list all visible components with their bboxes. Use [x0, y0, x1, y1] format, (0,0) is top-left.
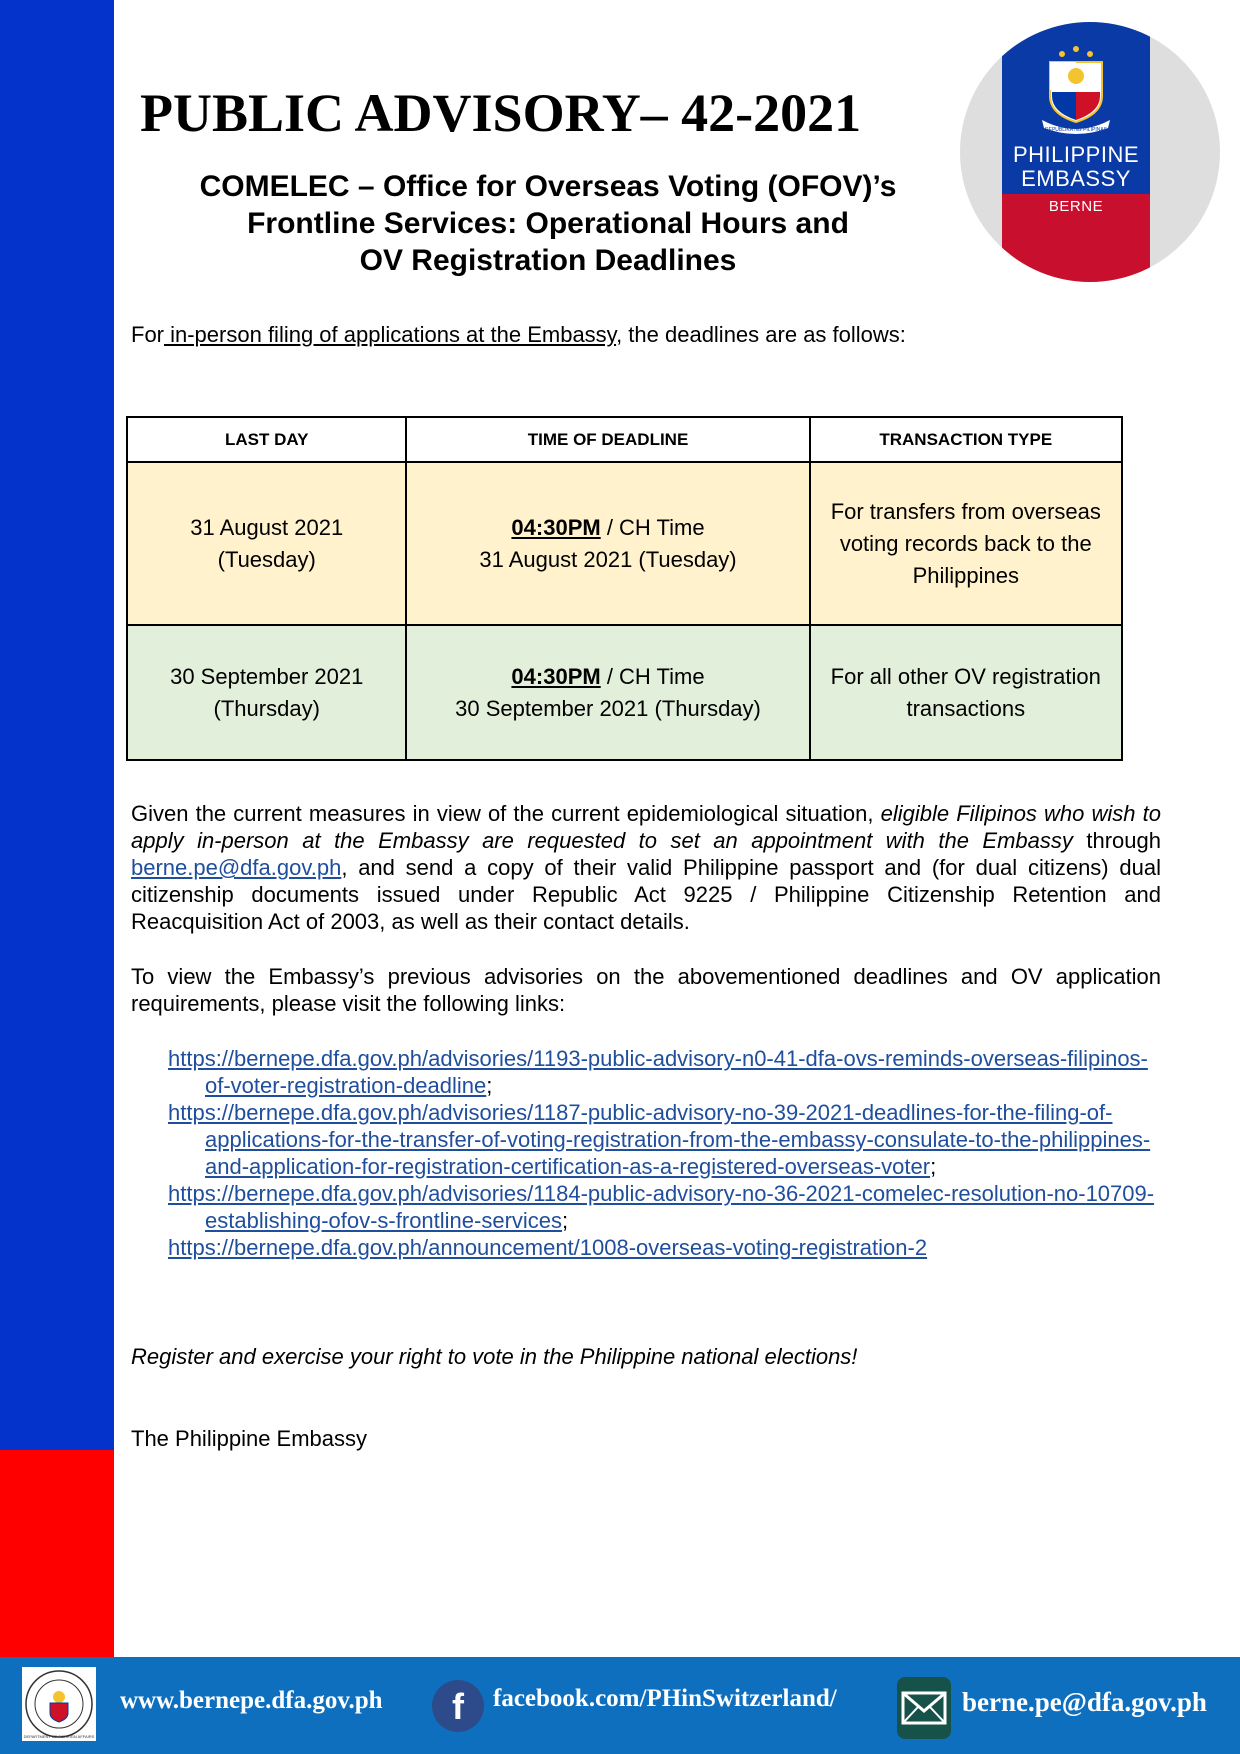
table-row: [127, 462, 1122, 625]
table-header-row: [127, 417, 1122, 462]
cell-last-day: 31 August 2021 (Tuesday): [127, 462, 406, 625]
advisory-links-list: [168, 1045, 1168, 1261]
advisory-link[interactable]: https://bernepe.dfa.gov.ph/advisories/1193-public-advisory-n0-41-dfa-ovs-reminds-overseas-filipinos-of-voter-registration-deadline: [168, 1046, 1148, 1098]
header-time-of-deadline: TIME OF DEADLINE: [406, 417, 809, 462]
list-item: https://bernepe.dfa.gov.ph/advisories/1184-public-advisory-no-36-2021-comelec-resolution-no-10709-establishing-ofov-s-frontline-services;: [168, 1181, 1155, 1233]
side-stripe-blue: [0, 0, 114, 1450]
deadlines-table: [126, 416, 1123, 761]
embassy-logo: [960, 22, 1220, 282]
links-intro-paragraph: To view the Embassy’s previous advisories on the abovementioned deadlines and OV application requirements, please visit the following links:: [131, 964, 1161, 1016]
side-stripe-red: [0, 1450, 114, 1657]
advisory-link[interactable]: https://bernepe.dfa.gov.ph/announcement/1008-overseas-voting-registration-2: [168, 1235, 928, 1260]
list-item: https://bernepe.dfa.gov.ph/advisories/1193-public-advisory-n0-41-dfa-ovs-reminds-overseas-filipinos-of-voter-registration-deadline;: [168, 1046, 1148, 1098]
footer-facebook[interactable]: facebook.com/PHinSwitzerland/: [493, 1685, 837, 1712]
cell-time-of-deadline: 04:30PM / CH Time 31 August 2021 (Tuesday): [406, 462, 809, 625]
email-link[interactable]: berne.pe@dfa.gov.ph: [131, 855, 342, 880]
svg-text:REPUBLIKA NG PILIPINAS: REPUBLIKA NG PILIPINAS: [1045, 127, 1107, 133]
logo-panel: [1002, 22, 1150, 282]
list-item: https://bernepe.dfa.gov.ph/advisories/1187-public-advisory-no-39-2021-deadlines-for-the-filing-of-applications-for-the-transfer-of-voting-registration-from-the-embassy-consulate-to-the-philippines-and-application-for-registration-certification-as-a-registered-overseas-voter;: [168, 1100, 1151, 1179]
page-title: PUBLIC ADVISORY– 42-2021: [140, 83, 862, 143]
cell-time-of-deadline: 04:30PM / CH Time 30 September 2021 (Thursday): [406, 625, 809, 760]
logo-text-philippine: PHILIPPINE: [1012, 142, 1140, 167]
advisory-subtitle: COMELEC – Office for Overseas Voting (OFOV)’s Frontline Services: Operational Hours and OV Registration Deadlines: [199, 170, 897, 277]
logo-text-berne: BERNE: [1048, 198, 1104, 215]
header-transaction-type: TRANSACTION TYPE: [810, 417, 1122, 462]
advisory-link[interactable]: https://bernepe.dfa.gov.ph/advisories/1187-public-advisory-no-39-2021-deadlines-for-the-filing-of-applications-for-the-transfer-of-voting-registration-from-the-embassy-consulate-to-the-philippines-and-application-for-registration-certification-as-a-registered-overseas-voter: [168, 1100, 1151, 1179]
intro-paragraph: For in-person filing of applications at the Embassy, the deadlines are as follows:: [131, 322, 906, 347]
mail-icon: [897, 1677, 951, 1739]
signoff: The Philippine Embassy: [131, 1426, 368, 1451]
appointment-paragraph: Given the current measures in view of the current epidemiological situation, eligible Filipinos who wish to apply in-person at the Embassy are requested to set an appointment with the Embassy through berne.pe@dfa.gov.ph, and send a copy of their valid Philippine passport and (for dual citizens) dual citizenship documents issued under Republic Act 9225 / Philippine Citizenship Retention and Reacquisition Act of 2003, as well as their contact details.: [131, 801, 1161, 934]
dfa-seal-icon: [22, 1667, 96, 1741]
table-row: [127, 625, 1122, 760]
coat-of-arms-icon: [1036, 40, 1116, 136]
svg-text:DEPARTMENT OF FOREIGN AFFAIRS: DEPARTMENT OF FOREIGN AFFAIRS: [23, 1734, 95, 1739]
footer-email[interactable]: berne.pe@dfa.gov.ph: [962, 1687, 1207, 1717]
logo-text-embassy: EMBASSY: [1021, 166, 1131, 191]
footer-bar: [0, 1657, 1240, 1754]
closing-statement: Register and exercise your right to vote in the Philippine national elections!: [131, 1344, 858, 1369]
cell-transaction-type: For transfers from overseas voting records back to the Philippines: [810, 462, 1122, 625]
cell-transaction-type: For all other OV registration transactions: [810, 625, 1122, 760]
facebook-icon: f: [432, 1680, 484, 1732]
list-item: [168, 1234, 1168, 1261]
header-last-day: LAST DAY: [127, 417, 406, 462]
advisory-link[interactable]: https://bernepe.dfa.gov.ph/advisories/1184-public-advisory-no-36-2021-comelec-resolution-no-10709-establishing-ofov-s-frontline-services: [168, 1181, 1155, 1233]
cell-last-day: 30 September 2021 (Thursday): [127, 625, 406, 760]
footer-website[interactable]: www.bernepe.dfa.gov.ph: [120, 1687, 383, 1714]
